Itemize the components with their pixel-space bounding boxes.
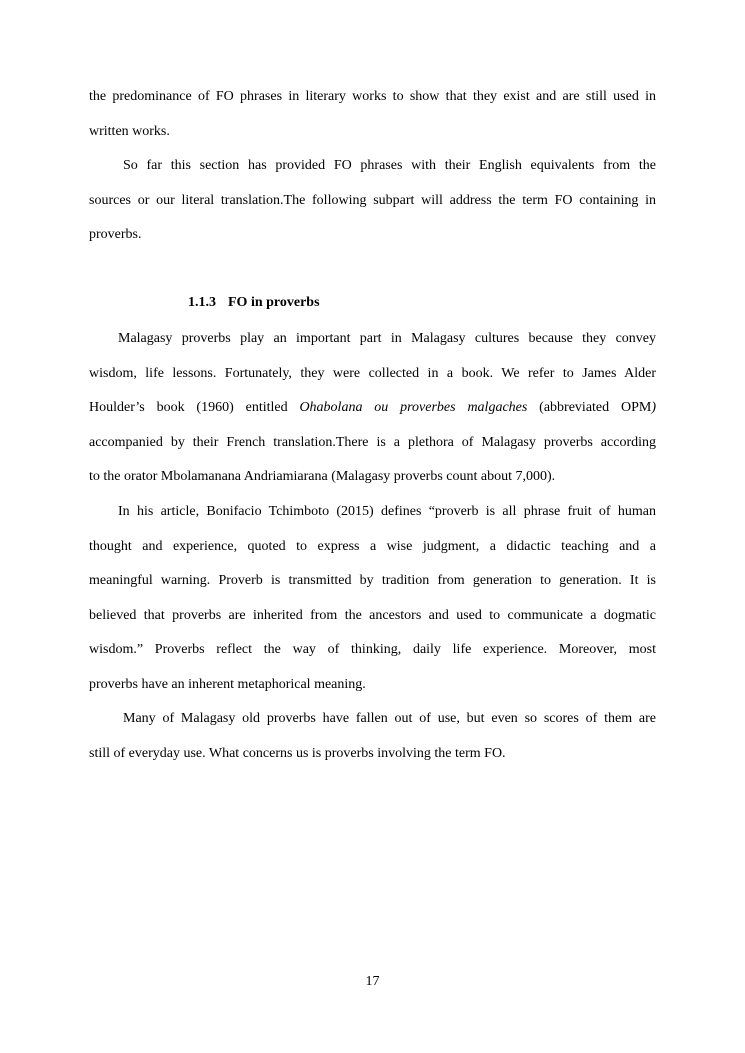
paragraph-usage bbox=[89, 709, 656, 778]
text-line: proverbs have an inherent metaphorical meaning. bbox=[89, 676, 366, 692]
book-title: Ohabolana ou proverbes malgaches bbox=[299, 400, 528, 415]
paragraph-proverbs-intro bbox=[89, 329, 656, 502]
paragraph-continuation bbox=[89, 87, 656, 156]
text-line: sources or our literal translation.The following subpart will address the term FO containing in bbox=[89, 192, 656, 208]
section-heading bbox=[188, 295, 320, 311]
text-line: thought and experience, quoted to express a wise judgment, a didactic teaching and a bbox=[89, 538, 656, 554]
text-line bbox=[89, 398, 656, 433]
text-line: So far this section has provided FO phrases with their English equivalents from the bbox=[123, 158, 656, 173]
text-line: still of everyday use. What concerns us is proverbs involving the term FO. bbox=[89, 745, 506, 761]
text-line: the predominance of FO phrases in literary works to show that they exist and are still used in bbox=[89, 89, 656, 104]
text-run: ) bbox=[651, 400, 656, 415]
paragraph-definition bbox=[89, 502, 656, 709]
section-number: 1.1.3 bbox=[188, 295, 216, 310]
text-line: believed that proverbs are inherited from the ancestors and used to communicate a dogmatic bbox=[89, 607, 656, 623]
text-line: accompanied by their French translation.There is a plethora of Malagasy proverbs according bbox=[89, 434, 656, 450]
text-run: Houlder’s book (1960) entitled bbox=[89, 400, 300, 415]
paragraph-summary bbox=[89, 156, 656, 260]
text-line: proverbs. bbox=[89, 227, 142, 242]
section-title: FO in proverbs bbox=[228, 295, 320, 310]
text-line: In his article, Bonifacio Tchimboto (2015) defines “proverb is all phrase fruit of human bbox=[118, 504, 656, 519]
text-line: Many of Malagasy old proverbs have fallen out of use, but even so scores of them are bbox=[123, 711, 656, 726]
text-line: Malagasy proverbs play an important part in Malagasy cultures because they convey bbox=[118, 331, 656, 346]
page-number: 17 bbox=[365, 974, 380, 989]
text-line: to the orator Mbolamanana Andriamiarana (Malagasy proverbs count about 7,000). bbox=[89, 469, 556, 484]
text-line: wisdom, life lessons. Fortunately, they were collected in a book. We refer to James Alder bbox=[89, 365, 656, 381]
text-line: meaningful warning. Proverb is transmitted by tradition from generation to generation. It is bbox=[89, 573, 656, 588]
text-run: (abbreviated OPM bbox=[527, 400, 652, 415]
text-line: wisdom.” Proverbs reflect the way of thinking, daily life experience. Moreover, most bbox=[89, 642, 656, 657]
text-line: written works. bbox=[89, 123, 170, 139]
